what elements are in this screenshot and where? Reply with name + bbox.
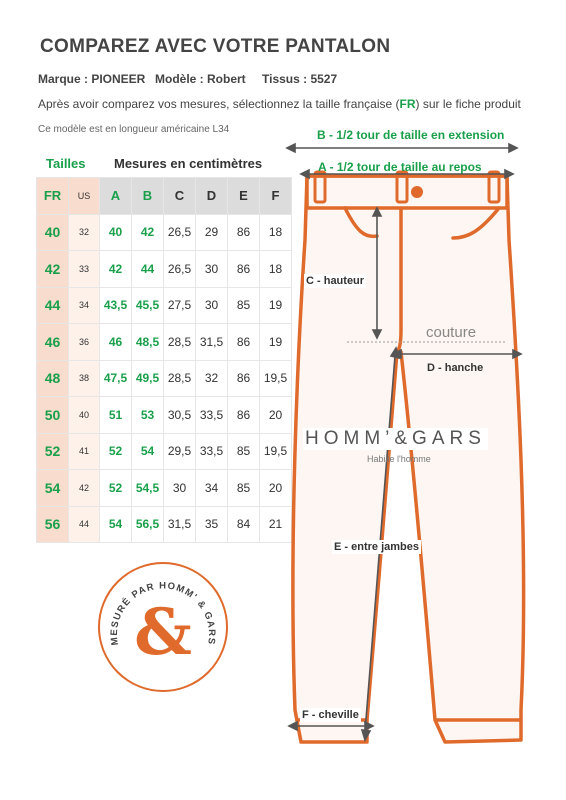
label-b: B - 1/2 tour de taille en extension (317, 128, 505, 142)
cell-b: 42 (132, 214, 164, 251)
cell-e: 84 (228, 506, 260, 543)
table-row (37, 470, 292, 507)
column-header-a: A (100, 178, 132, 215)
size-table-body (37, 214, 292, 543)
cell-fr: 40 (37, 214, 69, 251)
brand-logo: HOMM’&GARS (305, 428, 486, 449)
cell-us: 38 (69, 360, 100, 397)
ampersand-icon: & (134, 595, 192, 670)
column-header-b: B (132, 178, 164, 215)
instruction-before: Après avoir comparez vos mesures, sélectionnez la taille française ( (38, 97, 400, 111)
cell-c: 27,5 (164, 287, 196, 324)
mesures-heading: Mesures en centimètres (114, 156, 263, 171)
column-header-f: F (260, 178, 292, 215)
table-header-row (37, 178, 292, 215)
cell-f: 20 (260, 397, 292, 434)
label-d: D - hanche (427, 362, 484, 374)
label-c: C - hauteur (306, 275, 365, 287)
cell-e: 85 (228, 433, 260, 470)
cell-a: 54 (100, 506, 132, 543)
table-row (37, 397, 292, 434)
cell-d: 29 (196, 214, 228, 251)
label-e: E - entre jambes (334, 541, 419, 553)
cell-e: 86 (228, 214, 260, 251)
length-note: Ce modèle est en longueur américaine L34 (38, 124, 230, 135)
cell-f: 20 (260, 470, 292, 507)
cell-fr: 54 (37, 470, 69, 507)
cell-d: 33,5 (196, 433, 228, 470)
column-header-c: C (164, 178, 196, 215)
label-couture: couture (426, 324, 477, 341)
cell-us: 41 (69, 433, 100, 470)
cell-us: 36 (69, 324, 100, 361)
cell-c: 29,5 (164, 433, 196, 470)
table-row (37, 324, 292, 361)
cell-b: 54,5 (132, 470, 164, 507)
cell-us: 32 (69, 214, 100, 251)
cell-a: 42 (100, 251, 132, 288)
cell-d: 32 (196, 360, 228, 397)
cell-f: 19 (260, 324, 292, 361)
cell-b: 56,5 (132, 506, 164, 543)
cell-d: 30 (196, 251, 228, 288)
cell-e: 85 (228, 287, 260, 324)
cell-b: 44 (132, 251, 164, 288)
cell-c: 31,5 (164, 506, 196, 543)
instruction-fr: FR (399, 97, 416, 111)
cell-c: 26,5 (164, 251, 196, 288)
fabric-label: Tissus : 5527 (262, 72, 338, 86)
column-header-d: D (196, 178, 228, 215)
cell-fr: 52 (37, 433, 69, 470)
cell-fr: 56 (37, 506, 69, 543)
table-row (37, 287, 292, 324)
cell-c: 30,5 (164, 397, 196, 434)
cell-a: 43,5 (100, 287, 132, 324)
cell-fr: 44 (37, 287, 69, 324)
table-row (37, 360, 292, 397)
table-row (37, 214, 292, 251)
cell-f: 21 (260, 506, 292, 543)
page-title: COMPAREZ AVEC VOTRE PANTALON (40, 36, 391, 57)
cell-c: 26,5 (164, 214, 196, 251)
cell-b: 54 (132, 433, 164, 470)
cell-c: 28,5 (164, 324, 196, 361)
cell-b: 53 (132, 397, 164, 434)
cell-b: 49,5 (132, 360, 164, 397)
column-header-e: E (228, 178, 260, 215)
instruction-after: ) sur le fiche produit (415, 97, 521, 111)
cell-us: 34 (69, 287, 100, 324)
cell-a: 40 (100, 214, 132, 251)
measured-badge (96, 560, 230, 694)
cell-e: 86 (228, 251, 260, 288)
label-a: A - 1/2 tour de taille au repos (318, 160, 482, 174)
table-row (37, 251, 292, 288)
cell-e: 86 (228, 324, 260, 361)
cell-fr: 48 (37, 360, 69, 397)
cell-a: 52 (100, 433, 132, 470)
cell-d: 30 (196, 287, 228, 324)
brand-tagline: Habille l'homme (367, 454, 431, 464)
cell-fr: 46 (37, 324, 69, 361)
cell-d: 34 (196, 470, 228, 507)
cell-f: 18 (260, 251, 292, 288)
cell-us: 42 (69, 470, 100, 507)
table-row (37, 433, 292, 470)
cell-e: 85 (228, 470, 260, 507)
cell-b: 48,5 (132, 324, 164, 361)
cell-b: 45,5 (132, 287, 164, 324)
cell-a: 51 (100, 397, 132, 434)
tailles-heading: Tailles (46, 156, 86, 171)
cell-d: 31,5 (196, 324, 228, 361)
size-table (36, 177, 292, 543)
cell-us: 40 (69, 397, 100, 434)
cell-e: 86 (228, 360, 260, 397)
cell-us: 44 (69, 506, 100, 543)
instruction-text (38, 97, 521, 111)
cell-us: 33 (69, 251, 100, 288)
column-header-us: US (69, 178, 100, 215)
cell-f: 18 (260, 214, 292, 251)
cell-fr: 50 (37, 397, 69, 434)
model-label: Modèle : Robert (155, 72, 246, 86)
button-icon (411, 186, 423, 198)
cell-d: 35 (196, 506, 228, 543)
column-header-fr: FR (37, 178, 69, 215)
cell-d: 33,5 (196, 397, 228, 434)
cell-c: 30 (164, 470, 196, 507)
cell-a: 46 (100, 324, 132, 361)
brand-label: Marque : PIONEER (38, 72, 146, 86)
cell-a: 52 (100, 470, 132, 507)
label-f: F - cheville (302, 709, 359, 721)
cell-e: 86 (228, 397, 260, 434)
cell-f: 19,5 (260, 360, 292, 397)
cell-c: 28,5 (164, 360, 196, 397)
cell-f: 19 (260, 287, 292, 324)
table-row (37, 506, 292, 543)
cell-f: 19,5 (260, 433, 292, 470)
cell-fr: 42 (37, 251, 69, 288)
badge-text: MESURÉ PAR HOMM' & GARS (108, 580, 218, 647)
cell-a: 47,5 (100, 360, 132, 397)
